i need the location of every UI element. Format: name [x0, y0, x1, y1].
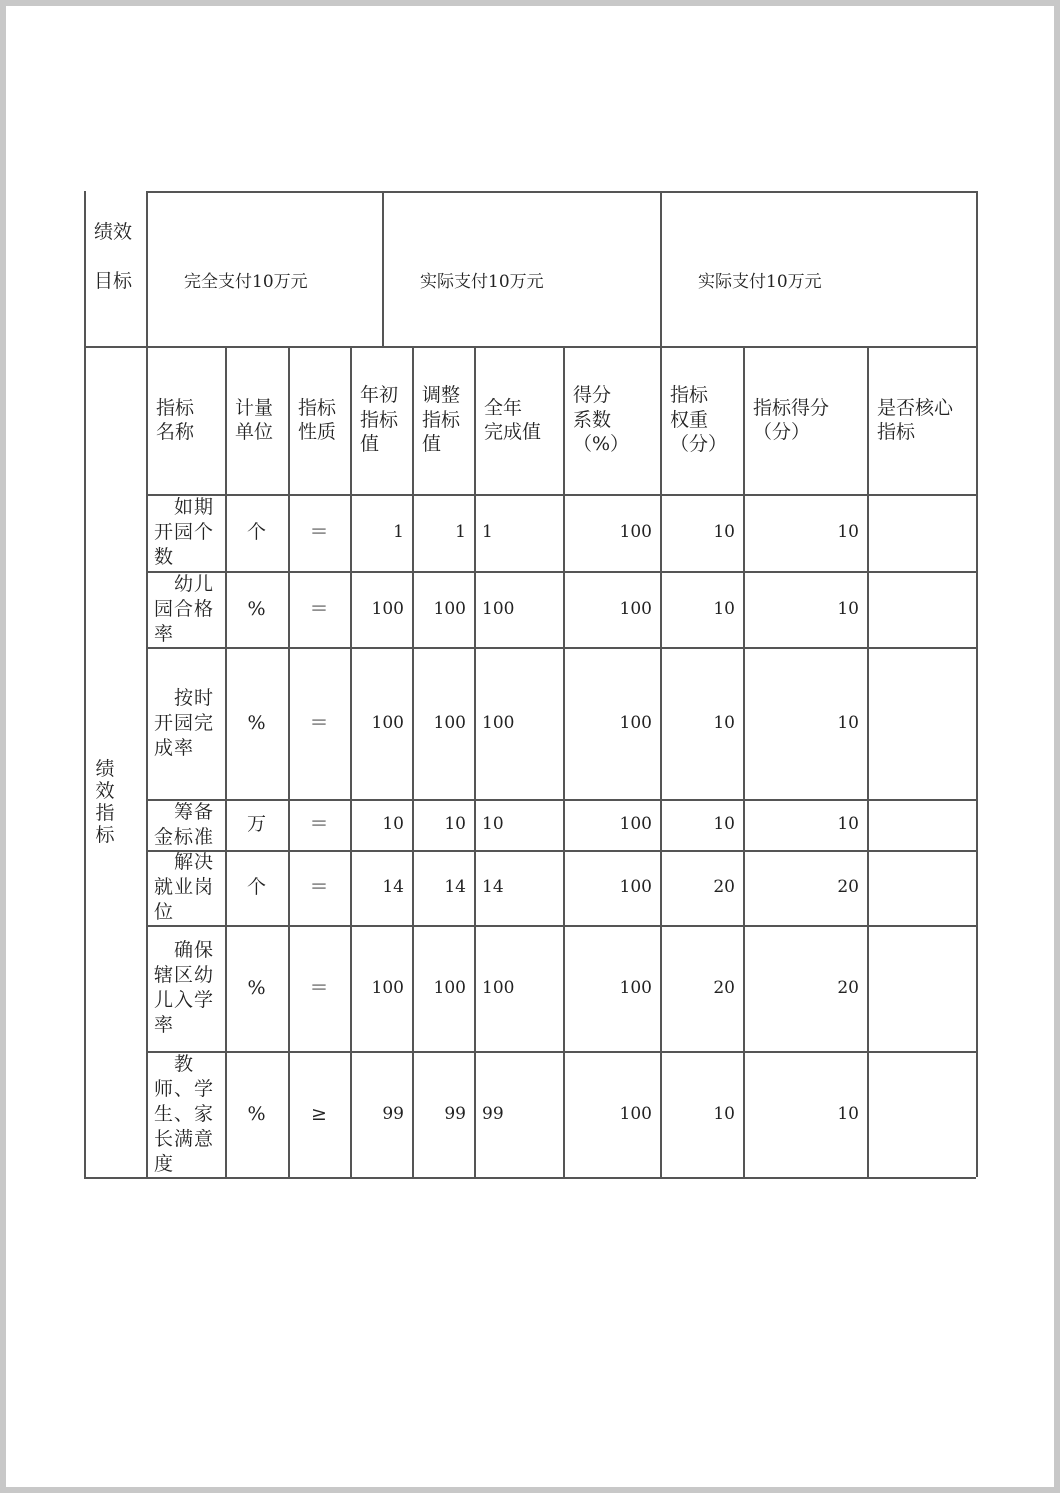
cell-nature: ＝ — [309, 521, 329, 543]
cell-adjusted: 1 — [455, 522, 466, 542]
cell-actual: 10 — [482, 814, 504, 834]
cell-nature: ＝ — [309, 976, 329, 999]
column-header: 指标 性质 — [298, 396, 337, 443]
cell-unit: % — [247, 711, 266, 734]
cell-unit: % — [247, 597, 266, 620]
goal-item-3: 实际支付10万元 — [698, 272, 822, 292]
table-border — [84, 191, 86, 1177]
cell-weight: 10 — [713, 814, 735, 834]
cell-actual: 1 — [482, 522, 493, 542]
cell-coef: 100 — [619, 877, 652, 897]
cell-coef: 100 — [619, 814, 652, 834]
cell-coef: 100 — [619, 712, 652, 733]
cell-adjusted: 100 — [433, 712, 466, 733]
table-border — [382, 191, 384, 346]
cell-nature: ≥ — [311, 1102, 327, 1125]
table-border — [474, 346, 476, 1177]
column-header: 指标 名称 — [156, 396, 195, 443]
table-border — [563, 346, 565, 1177]
document-page — [6, 6, 1054, 1487]
cell-name: 如期 开园个 数 — [154, 496, 215, 568]
cell-initial: 99 — [382, 1103, 404, 1124]
cell-weight: 20 — [713, 877, 735, 897]
table-border — [146, 647, 976, 649]
cell-weight: 10 — [713, 712, 735, 733]
cell-actual: 100 — [482, 598, 515, 619]
column-header: 年初 指标 值 — [360, 384, 399, 456]
cell-actual: 100 — [482, 712, 515, 733]
cell-initial: 10 — [382, 814, 404, 834]
table-border — [146, 191, 976, 193]
cell-actual: 14 — [482, 877, 504, 897]
table-border — [146, 925, 976, 927]
column-header: 计量 单位 — [235, 396, 274, 443]
column-header: 指标得分 （分） — [753, 396, 830, 443]
table-border — [84, 346, 976, 348]
column-header: 得分 系数 （%） — [573, 384, 630, 456]
table-border — [84, 1177, 976, 1179]
table-border — [743, 346, 745, 1177]
cell-score: 10 — [837, 598, 859, 619]
cell-score: 10 — [837, 814, 859, 834]
cell-unit: % — [247, 1102, 266, 1125]
cell-unit: % — [247, 976, 266, 999]
cell-score: 20 — [837, 977, 859, 998]
cell-initial: 100 — [371, 977, 404, 998]
cell-nature: ＝ — [309, 813, 329, 835]
indicator-section-text: 绩效指标 — [95, 758, 115, 846]
cell-name: 解决 就业岗 位 — [154, 851, 215, 923]
cell-nature: ＝ — [309, 711, 329, 734]
table-border — [288, 346, 290, 1177]
table-border — [350, 346, 352, 1177]
table-border — [146, 799, 976, 801]
table-border — [660, 191, 662, 346]
table-border — [146, 850, 976, 852]
goal-item-1: 完全支付10万元 — [184, 272, 308, 292]
cell-nature: ＝ — [309, 597, 329, 620]
cell-initial: 1 — [393, 522, 404, 542]
cell-coef: 100 — [619, 522, 652, 542]
cell-adjusted: 99 — [444, 1103, 466, 1124]
goal-item-2: 实际支付10万元 — [420, 272, 544, 292]
goal-label: 绩效 目标 — [94, 221, 133, 292]
cell-name: 幼儿 园合格 率 — [154, 572, 215, 645]
cell-score: 10 — [837, 1103, 859, 1124]
cell-initial: 100 — [371, 598, 404, 619]
table-border — [867, 346, 869, 1177]
cell-weight: 10 — [713, 598, 735, 619]
table-border — [412, 346, 414, 1177]
cell-unit: 个 — [246, 521, 266, 543]
table-border — [660, 346, 662, 1177]
cell-adjusted: 100 — [433, 977, 466, 998]
table-border — [146, 191, 148, 1177]
cell-name: 确保 辖区幼 儿入学 率 — [154, 939, 215, 1036]
cell-actual: 99 — [482, 1103, 504, 1124]
cell-unit: 万 — [246, 813, 266, 835]
cell-initial: 100 — [371, 712, 404, 733]
cell-adjusted: 100 — [433, 598, 466, 619]
cell-score: 10 — [837, 522, 859, 542]
cell-adjusted: 14 — [444, 877, 466, 897]
cell-name: 按时 开园完 成率 — [154, 686, 215, 759]
cell-weight: 10 — [713, 522, 735, 542]
cell-name: 筹备 金标准 — [154, 800, 215, 848]
cell-nature: ＝ — [309, 876, 329, 898]
column-header: 全年 完成值 — [484, 396, 542, 443]
table-border — [225, 346, 227, 1177]
cell-name: 教 师、学 生、家 长满意 度 — [154, 1052, 215, 1175]
table-border — [146, 571, 976, 573]
cell-weight: 10 — [713, 1103, 735, 1124]
cell-weight: 20 — [713, 977, 735, 998]
column-header: 是否核心 指标 — [877, 396, 954, 443]
cell-initial: 14 — [382, 877, 404, 897]
table-border — [146, 1051, 976, 1053]
cell-coef: 100 — [619, 1103, 652, 1124]
cell-adjusted: 10 — [444, 814, 466, 834]
table-border — [146, 494, 976, 496]
column-header: 指标 权重 （分） — [670, 384, 728, 456]
cell-unit: 个 — [246, 876, 266, 898]
indicator-section-label — [95, 736, 117, 868]
cell-score: 20 — [837, 877, 859, 897]
cell-actual: 100 — [482, 977, 515, 998]
cell-score: 10 — [837, 712, 859, 733]
cell-coef: 100 — [619, 598, 652, 619]
cell-coef: 100 — [619, 977, 652, 998]
table-border — [976, 191, 978, 1177]
column-header: 调整 指标 值 — [422, 384, 461, 456]
